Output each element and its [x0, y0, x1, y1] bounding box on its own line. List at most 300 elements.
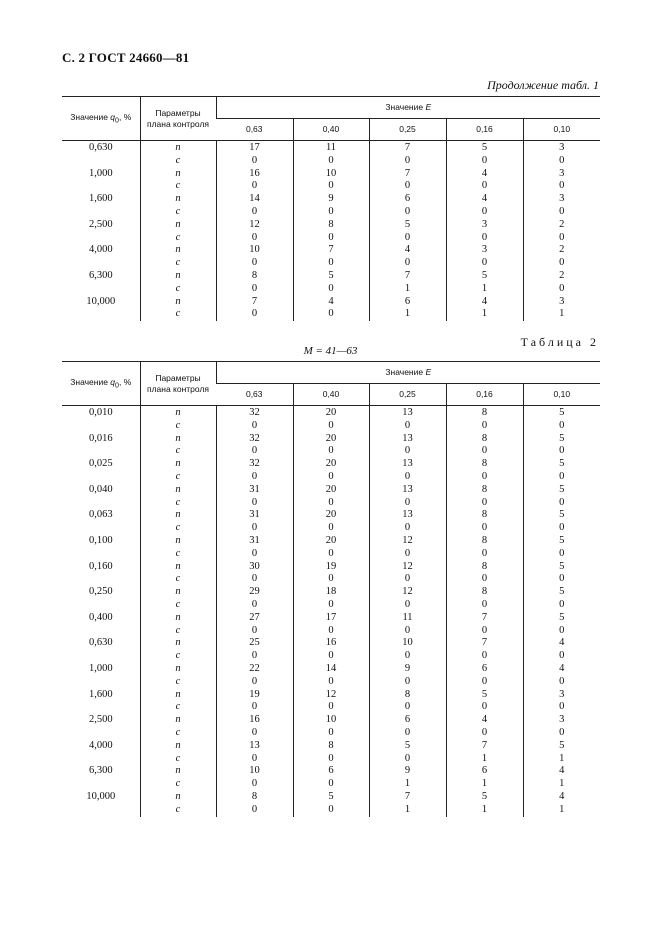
value-cell: 0	[446, 206, 523, 219]
value-cell: 14	[293, 663, 369, 676]
param-cell: c	[140, 283, 216, 296]
value-cell: 3	[523, 193, 600, 206]
col-header-e-prefix: Значение	[385, 367, 426, 378]
q-value-cell	[62, 625, 140, 638]
param-cell: c	[140, 522, 216, 535]
value-cell: 0	[216, 471, 293, 484]
table2-header	[62, 362, 600, 406]
table-row	[62, 219, 600, 232]
value-cell: 11	[369, 612, 446, 625]
value-cell: 17	[293, 612, 369, 625]
param-cell: c	[140, 701, 216, 714]
value-cell: 0	[523, 522, 600, 535]
table1-header	[62, 97, 600, 141]
col-header-e-prefix: Значение	[385, 102, 426, 113]
value-cell: 10	[216, 765, 293, 778]
value-cell: 5	[523, 535, 600, 548]
value-cell: 0	[293, 727, 369, 740]
value-cell: 0	[216, 727, 293, 740]
table-row	[62, 599, 600, 612]
value-cell: 1	[523, 804, 600, 817]
value-cell: 5	[446, 689, 523, 702]
value-cell: 0	[446, 155, 523, 168]
value-cell: 3	[523, 168, 600, 181]
col-header-q-sub: 0	[115, 381, 119, 390]
value-cell: 13	[369, 433, 446, 446]
q-value-cell	[62, 522, 140, 535]
value-cell: 8	[369, 689, 446, 702]
table-row	[62, 586, 600, 599]
value-cell: 8	[216, 791, 293, 804]
param-cell: c	[140, 206, 216, 219]
value-cell: 3	[446, 244, 523, 257]
value-cell: 22	[216, 663, 293, 676]
value-cell: 8	[446, 406, 523, 420]
q-value-cell	[62, 283, 140, 296]
value-cell: 0	[369, 232, 446, 245]
value-cell: 1	[369, 778, 446, 791]
table-row	[62, 445, 600, 458]
value-cell: 5	[523, 561, 600, 574]
value-cell: 7	[293, 244, 369, 257]
param-cell: c	[140, 308, 216, 321]
value-cell: 0	[446, 573, 523, 586]
value-cell: 0	[293, 180, 369, 193]
param-cell: c	[140, 650, 216, 663]
col-header-q	[62, 97, 140, 141]
value-cell: 20	[293, 433, 369, 446]
value-cell: 1	[369, 804, 446, 817]
value-cell: 0	[293, 232, 369, 245]
value-cell: 0	[446, 548, 523, 561]
value-cell: 9	[369, 663, 446, 676]
value-cell: 0	[216, 522, 293, 535]
value-cell: 0	[523, 420, 600, 433]
param-cell: n	[140, 244, 216, 257]
q-value-cell	[62, 778, 140, 791]
table-row	[62, 778, 600, 791]
value-cell: 1	[446, 283, 523, 296]
q-value-cell	[62, 573, 140, 586]
value-cell: 0	[369, 599, 446, 612]
value-cell: 0	[446, 180, 523, 193]
value-cell: 0	[216, 180, 293, 193]
value-cell: 9	[369, 765, 446, 778]
value-cell: 5	[523, 612, 600, 625]
value-cell: 13	[216, 740, 293, 753]
header-row	[62, 362, 600, 384]
value-cell: 32	[216, 406, 293, 420]
table-row	[62, 296, 600, 309]
col-header-e-group	[216, 362, 600, 384]
table-row	[62, 141, 600, 155]
value-cell: 0	[216, 257, 293, 270]
value-cell: 8	[293, 740, 369, 753]
q-value-cell	[62, 753, 140, 766]
table-row	[62, 689, 600, 702]
value-cell: 5	[523, 484, 600, 497]
value-cell: 0	[216, 625, 293, 638]
q-value-cell	[62, 155, 140, 168]
col-header-q	[62, 362, 140, 406]
value-cell: 0	[369, 206, 446, 219]
value-cell: 5	[523, 586, 600, 599]
col-header-e-value: 0,25	[369, 384, 446, 406]
param-cell: c	[140, 727, 216, 740]
value-cell: 12	[369, 561, 446, 574]
value-cell: 0	[293, 497, 369, 510]
q-value-cell	[62, 497, 140, 510]
value-cell: 8	[446, 586, 523, 599]
value-cell: 0	[216, 650, 293, 663]
param-cell: n	[140, 765, 216, 778]
q-value-cell	[62, 471, 140, 484]
value-cell: 0	[369, 445, 446, 458]
value-cell: 0	[446, 676, 523, 689]
param-cell: c	[140, 232, 216, 245]
col-header-params-line2: плана контроля	[146, 118, 210, 129]
value-cell: 13	[369, 484, 446, 497]
value-cell: 1	[446, 804, 523, 817]
table-row	[62, 548, 600, 561]
value-cell: 12	[369, 586, 446, 599]
table-row	[62, 484, 600, 497]
q-value-cell: 10,000	[86, 790, 116, 802]
q-value-cell	[62, 548, 140, 561]
value-cell: 14	[216, 193, 293, 206]
param-cell: n	[140, 535, 216, 548]
col-header-e-value: 0,16	[446, 119, 523, 141]
q-value-cell: 0,040	[88, 483, 113, 495]
value-cell: 1	[523, 778, 600, 791]
param-cell: n	[140, 689, 216, 702]
q-value-cell	[62, 676, 140, 689]
value-cell: 0	[446, 471, 523, 484]
value-cell: 0	[523, 727, 600, 740]
value-cell: 0	[446, 257, 523, 270]
table-row	[62, 458, 600, 471]
value-cell: 16	[216, 168, 293, 181]
param-cell: c	[140, 625, 216, 638]
value-cell: 0	[523, 625, 600, 638]
value-cell: 3	[523, 689, 600, 702]
value-cell: 0	[369, 420, 446, 433]
value-cell: 0	[446, 445, 523, 458]
col-header-params-line1: Параметры	[155, 108, 201, 119]
table-row	[62, 180, 600, 193]
table-row	[62, 753, 600, 766]
value-cell: 7	[369, 270, 446, 283]
value-cell: 5	[446, 141, 523, 155]
col-header-params	[140, 97, 216, 141]
value-cell: 0	[523, 573, 600, 586]
param-cell: n	[140, 484, 216, 497]
value-cell: 0	[369, 727, 446, 740]
value-cell: 19	[293, 561, 369, 574]
value-cell: 2	[523, 270, 600, 283]
value-cell: 12	[216, 219, 293, 232]
value-cell: 0	[216, 599, 293, 612]
value-cell: 0	[293, 701, 369, 714]
q-value-cell	[62, 804, 140, 817]
param-cell: c	[140, 471, 216, 484]
value-cell: 0	[216, 701, 293, 714]
table-row	[62, 765, 600, 778]
q-value-cell: 1,600	[88, 193, 113, 205]
value-cell: 0	[216, 420, 293, 433]
value-cell: 4	[446, 193, 523, 206]
value-cell: 0	[523, 701, 600, 714]
value-cell: 5	[523, 406, 600, 420]
table-row	[62, 168, 600, 181]
value-cell: 29	[216, 586, 293, 599]
value-cell: 0	[293, 420, 369, 433]
q-value-cell: 0,250	[88, 586, 113, 598]
col-header-e-value: 0,16	[446, 384, 523, 406]
col-header-e-value: 0,40	[293, 119, 369, 141]
param-cell: n	[140, 612, 216, 625]
param-cell: n	[140, 296, 216, 309]
col-header-e-value: 0,63	[216, 119, 293, 141]
value-cell: 0	[369, 676, 446, 689]
param-cell: n	[140, 714, 216, 727]
table-row	[62, 663, 600, 676]
value-cell: 0	[216, 206, 293, 219]
table-row	[62, 676, 600, 689]
value-cell: 0	[369, 548, 446, 561]
value-cell: 0	[293, 445, 369, 458]
col-header-e-value: 0,10	[523, 384, 600, 406]
value-cell: 0	[369, 180, 446, 193]
value-cell: 5	[369, 740, 446, 753]
value-cell: 8	[446, 484, 523, 497]
table-row	[62, 420, 600, 433]
table-row	[62, 561, 600, 574]
q-value-cell	[62, 727, 140, 740]
param-cell: c	[140, 573, 216, 586]
value-cell: 0	[523, 180, 600, 193]
col-header-q-suffix: , %	[118, 376, 132, 387]
value-cell: 0	[216, 804, 293, 817]
value-cell: 0	[369, 753, 446, 766]
value-cell: 0	[293, 471, 369, 484]
value-cell: 0	[523, 445, 600, 458]
value-cell: 0	[446, 599, 523, 612]
value-cell: 4	[523, 637, 600, 650]
value-cell: 17	[216, 141, 293, 155]
value-cell: 4	[293, 296, 369, 309]
table-row	[62, 257, 600, 270]
value-cell: 7	[446, 740, 523, 753]
value-cell: 27	[216, 612, 293, 625]
value-cell: 0	[369, 257, 446, 270]
value-cell: 1	[446, 753, 523, 766]
col-header-q-var: q	[110, 111, 116, 122]
param-cell: n	[140, 141, 216, 155]
value-cell: 25	[216, 637, 293, 650]
value-cell: 6	[369, 714, 446, 727]
value-cell: 0	[446, 650, 523, 663]
table1	[62, 96, 600, 321]
col-header-q-suffix: , %	[118, 111, 132, 122]
value-cell: 8	[446, 458, 523, 471]
param-cell: n	[140, 168, 216, 181]
value-cell: 19	[216, 689, 293, 702]
q-value-cell	[62, 445, 140, 458]
value-cell: 4	[523, 663, 600, 676]
value-cell: 1	[369, 308, 446, 321]
value-cell: 4	[523, 791, 600, 804]
value-cell: 20	[293, 509, 369, 522]
value-cell: 9	[293, 193, 369, 206]
value-cell: 1	[523, 753, 600, 766]
table-row	[62, 535, 600, 548]
value-cell: 0	[523, 257, 600, 270]
param-cell: n	[140, 458, 216, 471]
value-cell: 4	[446, 714, 523, 727]
value-cell: 0	[216, 573, 293, 586]
table-row	[62, 497, 600, 510]
q-value-cell: 4,000	[88, 244, 113, 256]
table-row	[62, 625, 600, 638]
table-row	[62, 701, 600, 714]
param-cell: n	[140, 586, 216, 599]
param-cell: c	[140, 676, 216, 689]
value-cell: 0	[369, 497, 446, 510]
table-row	[62, 283, 600, 296]
value-cell: 6	[446, 663, 523, 676]
col-header-e-var: E	[425, 102, 432, 113]
q-value-cell: 2,500	[88, 218, 113, 230]
value-cell: 4	[369, 244, 446, 257]
value-cell: 0	[369, 155, 446, 168]
table2-subtitle	[0, 345, 661, 357]
value-cell: 31	[216, 535, 293, 548]
col-header-q-sub: 0	[115, 116, 119, 125]
col-header-q-prefix: Значение	[70, 111, 111, 122]
q-value-cell: 0,160	[88, 560, 113, 572]
value-cell: 1	[523, 308, 600, 321]
value-cell: 0	[446, 522, 523, 535]
value-cell: 1	[369, 283, 446, 296]
value-cell: 5	[523, 740, 600, 753]
value-cell: 0	[216, 283, 293, 296]
value-cell: 13	[369, 406, 446, 420]
param-cell: n	[140, 219, 216, 232]
col-header-params	[140, 362, 216, 406]
q-value-cell	[62, 599, 140, 612]
q-value-cell: 2,500	[88, 714, 113, 726]
value-cell: 0	[293, 548, 369, 561]
value-cell: 0	[446, 232, 523, 245]
value-cell: 0	[293, 650, 369, 663]
value-cell: 6	[369, 296, 446, 309]
value-cell: 20	[293, 458, 369, 471]
value-cell: 5	[446, 791, 523, 804]
table-row	[62, 522, 600, 535]
value-cell: 0	[293, 257, 369, 270]
value-cell: 0	[523, 497, 600, 510]
value-cell: 0	[293, 308, 369, 321]
table-row	[62, 727, 600, 740]
param-cell: c	[140, 548, 216, 561]
table-row	[62, 650, 600, 663]
table-row	[62, 637, 600, 650]
value-cell: 0	[523, 650, 600, 663]
param-cell: n	[140, 637, 216, 650]
value-cell: 0	[216, 676, 293, 689]
value-cell: 7	[369, 168, 446, 181]
value-cell: 8	[446, 509, 523, 522]
table-row	[62, 308, 600, 321]
col-header-params-line1: Параметры	[155, 373, 201, 384]
table-row	[62, 573, 600, 586]
value-cell: 4	[446, 296, 523, 309]
value-cell: 0	[216, 497, 293, 510]
value-cell: 8	[446, 535, 523, 548]
value-cell: 5	[446, 270, 523, 283]
param-cell: c	[140, 497, 216, 510]
value-cell: 13	[369, 509, 446, 522]
value-cell: 0	[293, 283, 369, 296]
table-row	[62, 270, 600, 283]
value-cell: 6	[293, 765, 369, 778]
value-cell: 7	[216, 296, 293, 309]
param-cell: c	[140, 778, 216, 791]
value-cell: 31	[216, 509, 293, 522]
value-cell: 30	[216, 561, 293, 574]
param-cell: c	[140, 804, 216, 817]
col-header-e-var: E	[425, 367, 432, 378]
q-value-cell	[62, 701, 140, 714]
col-header-params-line2: плана контроля	[146, 383, 210, 394]
table2	[62, 361, 600, 817]
value-cell: 0	[216, 308, 293, 321]
value-cell: 0	[293, 155, 369, 168]
value-cell: 2	[523, 244, 600, 257]
q-value-cell	[62, 308, 140, 321]
value-cell: 0	[369, 573, 446, 586]
value-cell: 0	[446, 625, 523, 638]
value-cell: 0	[523, 155, 600, 168]
param-cell: c	[140, 420, 216, 433]
value-cell: 0	[369, 522, 446, 535]
value-cell: 0	[446, 727, 523, 740]
param-cell: n	[140, 433, 216, 446]
value-cell: 0	[446, 420, 523, 433]
value-cell: 3	[523, 141, 600, 155]
value-cell: 0	[293, 804, 369, 817]
value-cell: 0	[523, 599, 600, 612]
param-cell: c	[140, 257, 216, 270]
value-cell: 6	[369, 193, 446, 206]
value-cell: 0	[293, 778, 369, 791]
value-cell: 0	[216, 753, 293, 766]
value-cell: 20	[293, 535, 369, 548]
value-cell: 4	[446, 168, 523, 181]
value-cell: 10	[216, 244, 293, 257]
value-cell: 7	[369, 141, 446, 155]
value-cell: 1	[446, 308, 523, 321]
value-cell: 8	[293, 219, 369, 232]
table-row	[62, 509, 600, 522]
value-cell: 0	[369, 471, 446, 484]
value-cell: 1	[446, 778, 523, 791]
param-cell: n	[140, 740, 216, 753]
param-cell: n	[140, 791, 216, 804]
table-row	[62, 244, 600, 257]
q-value-cell: 6,300	[88, 765, 113, 777]
